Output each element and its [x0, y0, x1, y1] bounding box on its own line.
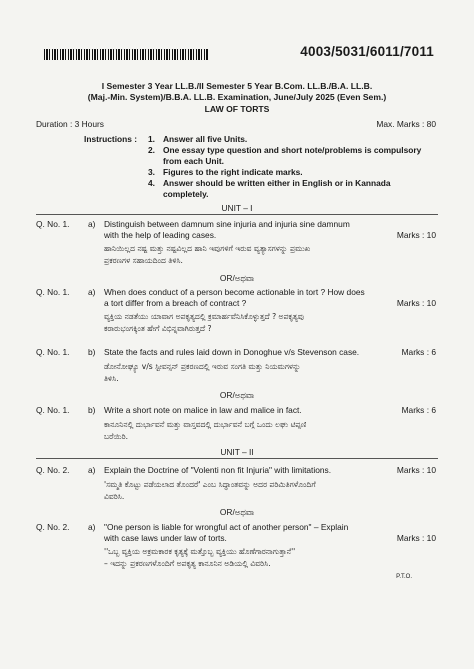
question-number: Q. No. 2.	[36, 465, 70, 475]
paper-code: 4003/5031/6011/7011	[300, 44, 434, 59]
question-text-kannada: ಡೋನೋಘ್ಯೂ v/s ಸ್ಟೀವನ್ಸನ್ ಪ್ರಕರಣದಲ್ಲಿ ಇರುವ ಸಂಗತಿ ಮತ್ತು ನಿಯಮಗಳನ್ನು	[104, 362, 301, 371]
question-marks: Marks : 10	[396, 230, 436, 240]
exam-line-2: (Maj.-Min. System)/B.B.A. LL.B. Examination, June/July 2025 (Even Sem.)	[87, 92, 387, 102]
question-text-kannada: ಹಾನಿಯಿಲ್ಲದ ನಷ್ಟ ಮತ್ತು ನಷ್ಟವಿಲ್ಲದ ಹಾನಿ ಇವುಗಳಿಗೆ ಇರುವ ವ್ಯತ್ಯಾಸಗಳನ್ನು ಪ್ರಮುಖ	[104, 244, 311, 253]
question-text: a tort differ from a breach of contract ?	[104, 298, 247, 308]
question-part: a)	[88, 287, 96, 297]
exam-line-1: I Semester 3 Year LL.B./II Semester 5 Year B.Com. LL.B./B.A. LL.B.	[101, 81, 373, 91]
question-part: a)	[88, 465, 96, 475]
question-text: with case laws under law of torts.	[104, 533, 227, 543]
unit-heading: UNIT – II	[220, 447, 254, 457]
divider	[36, 214, 438, 215]
unit-heading: UNIT – I	[221, 203, 253, 213]
question-part: b)	[88, 347, 96, 357]
question-marks: Marks : 10	[396, 298, 436, 308]
or-label: OR/ಅಥವಾ	[219, 273, 255, 283]
question-number: Q. No. 1.	[36, 219, 70, 229]
question-marks: Marks : 6	[401, 347, 436, 357]
barcode	[44, 49, 209, 60]
question-text-kannada: – ಇದನ್ನು ಪ್ರಕರಣಗಳೊಂದಿಗೆ ಅಪಕೃತ್ಯ ಕಾನೂನಿನ ಅಡಿಯಲ್ಲಿ ವಿವರಿಸಿ.	[104, 559, 271, 568]
question-text-kannada: ಕಾನೂನಿನಲ್ಲಿ ದುರ್ಭಾವನೆ ಮತ್ತು ವಾಸ್ತವದಲ್ಲಿ ದುರ್ಭಾವನೆ ಬಗ್ಗೆ ಒಂದು ಲಘು ಟಿಪ್ಪಣಿ	[104, 420, 307, 429]
divider	[36, 458, 438, 459]
question-part: a)	[88, 219, 96, 229]
instruction-text: One essay type question and short note/problems is compulsory	[163, 145, 422, 155]
instruction-num: 1.	[148, 134, 155, 144]
instruction-text: completely.	[163, 189, 209, 199]
max-marks: Max. Marks : 80	[376, 119, 436, 129]
question-text-kannada: ಕರಾರುಭಂಗಕ್ಕಿಂತ ಹೇಗೆ ವಿಭಿನ್ನವಾಗಿರುತ್ತದೆ ?	[104, 324, 212, 333]
question-text: When does conduct of a person become actionable in tort ? How does	[104, 287, 365, 297]
or-label: OR/ಅಥವಾ	[219, 390, 255, 400]
question-text-kannada: ವಿವರಿಸಿ.	[104, 492, 125, 501]
instruction-text: Answer should be written either in English or in Kannada	[163, 178, 391, 188]
question-number: Q. No. 1.	[36, 347, 70, 357]
question-part: b)	[88, 405, 96, 415]
duration: Duration : 3 Hours	[36, 119, 104, 129]
question-marks: Marks : 10	[396, 533, 436, 543]
instructions-label: Instructions :	[84, 134, 138, 144]
question-text: with the help of leading cases.	[104, 230, 217, 240]
instruction-text: Answer all five Units.	[163, 134, 248, 144]
question-text: Explain the Doctrine of "Volenti non fit Injuria" with limitations.	[104, 465, 332, 475]
instruction-num: 3.	[148, 167, 155, 177]
instruction-text: from each Unit.	[163, 156, 224, 166]
instruction-num: 4.	[148, 178, 155, 188]
question-text-kannada: ತಿಳಿಸಿ.	[104, 374, 119, 383]
question-text: Write a short note on malice in law and malice in fact.	[104, 405, 302, 415]
question-marks: Marks : 6	[401, 405, 436, 415]
question-text-kannada: 'ಸಮ್ಮತಿ ಕೊಟ್ಟು ಪಡೆಯಲಾದ ತೊಂದರೆ' ಎಂಬ ಸಿದ್ಧಾಂತವನ್ನು ಅದರ ಪರಿಮಿತಿಗಳೊಂದಿಗೆ	[104, 480, 316, 489]
question-part: a)	[88, 522, 96, 532]
question-number: Q. No. 1.	[36, 287, 70, 297]
question-number: Q. No. 2.	[36, 522, 70, 532]
instruction-text: Figures to the right indicate marks.	[163, 167, 303, 177]
question-text-kannada: ಬರೆಯಿರಿ.	[104, 432, 129, 441]
paper-title: LAW OF TORTS	[204, 104, 270, 114]
question-text: "One person is liable for wrongful act of another person" – Explain	[104, 522, 349, 532]
question-text: Distinguish between damnum sine injuria and injuria sine damnum	[104, 219, 350, 229]
question-text-kannada: ವ್ಯಕ್ತಿಯ ನಡತೆಯು ಯಾವಾಗ ಅಪಕೃತ್ಯದಲ್ಲಿ ಕ್ರಮಾರ್ಹವೆನಿಸಿಕೊಳ್ಳುತ್ತದೆ ? ಅಪಕೃತ್ಯವು	[104, 312, 305, 321]
question-marks: Marks : 10	[396, 465, 436, 475]
question-text: State the facts and rules laid down in Donoghue v/s Stevenson case.	[104, 347, 360, 357]
question-number: Q. No. 1.	[36, 405, 70, 415]
question-text-kannada: ''ಒಬ್ಬ ವ್ಯಕ್ತಿಯ ಅಕ್ರಮಕಾರಕ ಕೃತ್ಯಕ್ಕೆ ಮತ್ತೊಬ್ಬ ವ್ಯಕ್ತಿಯು ಹೊಣೆಗಾರನಾಗುತ್ತಾನೆ''	[104, 547, 296, 556]
or-label: OR/ಅಥವಾ	[219, 507, 255, 517]
question-text-kannada: ಪ್ರಕರಣಗಳ ಸಹಾಯದಿಂದ ತಿಳಿಸಿ.	[104, 256, 183, 265]
pto-label: P.T.O.	[396, 574, 412, 580]
instruction-num: 2.	[148, 145, 155, 155]
